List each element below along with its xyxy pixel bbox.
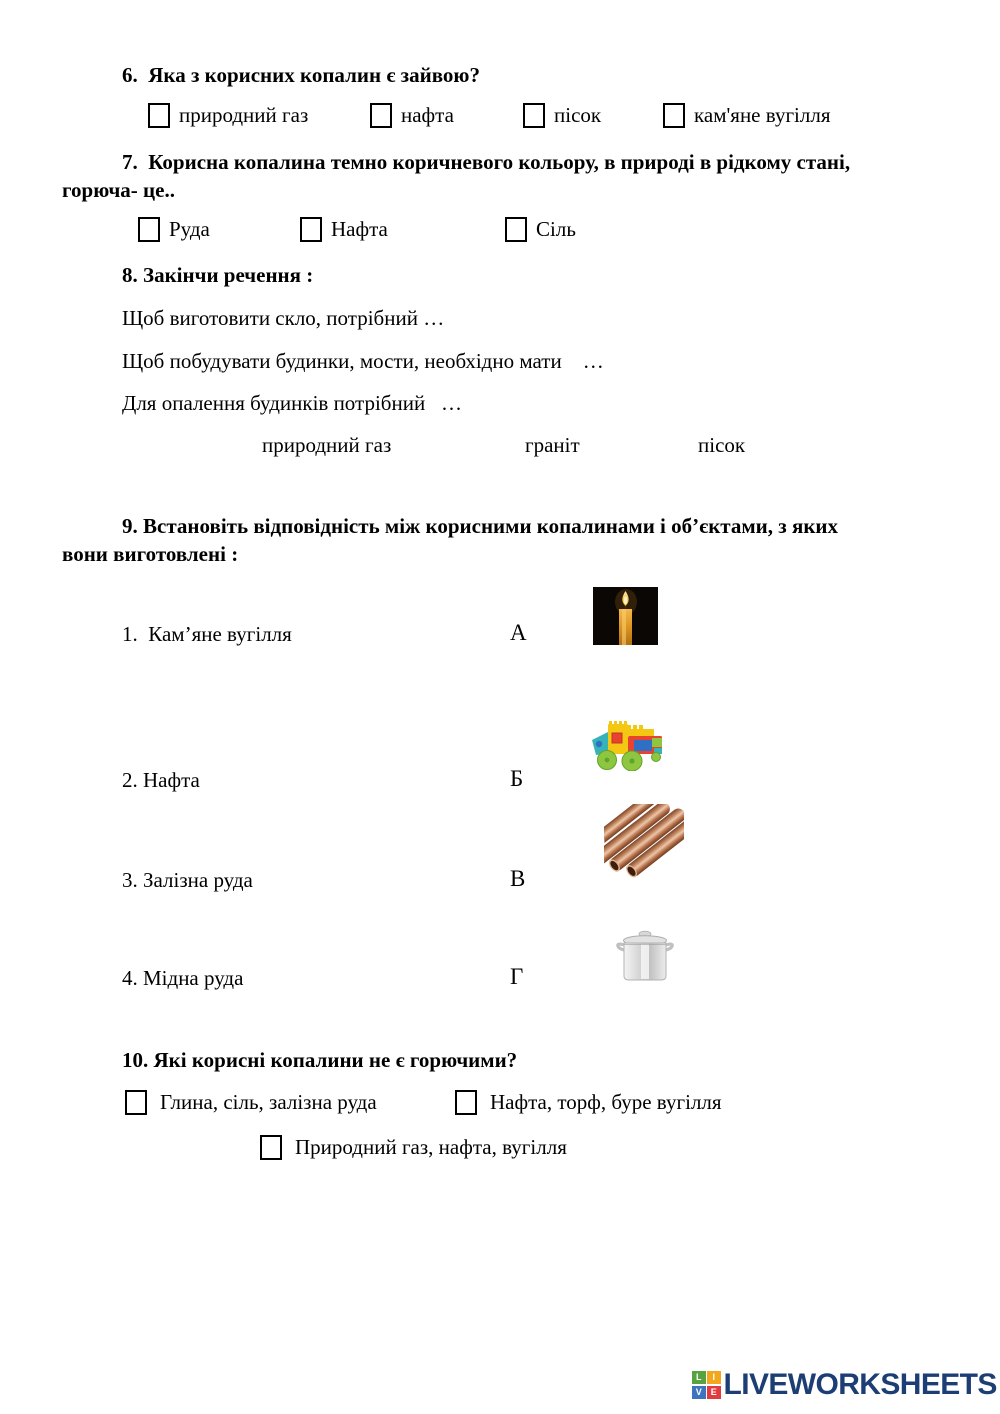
q6-checkbox-2[interactable] bbox=[370, 103, 392, 128]
q6-checkbox-3[interactable] bbox=[523, 103, 545, 128]
q9-item-label-1: 1. Кам’яне вугілля bbox=[122, 622, 292, 646]
candle-image bbox=[593, 587, 658, 645]
q10-option-3 bbox=[260, 1135, 567, 1160]
q10-checkbox-2[interactable] bbox=[455, 1090, 477, 1115]
q7-checkbox-1[interactable] bbox=[138, 217, 160, 242]
q7-option-label-3: Сіль bbox=[536, 217, 576, 241]
toy-truck-image bbox=[588, 718, 666, 771]
q8-sentence-3: Для опалення будинків потрібний … bbox=[122, 391, 462, 415]
q7-title-line2: горюча- це.. bbox=[62, 178, 175, 202]
q6-checkbox-4[interactable] bbox=[663, 103, 685, 128]
q9-letter-g: Г bbox=[510, 964, 524, 989]
q8-wordbank-item-3: пісок bbox=[698, 433, 746, 457]
q8-title: 8. Закінчи речення : bbox=[122, 263, 314, 287]
q10-checkbox-1[interactable] bbox=[125, 1090, 147, 1115]
q8-wordbank-item-1: природний газ bbox=[262, 433, 392, 457]
q10-option-label-1: Глина, сіль, залізна руда bbox=[160, 1090, 377, 1114]
cooking-pot-image bbox=[615, 928, 675, 985]
q10-checkbox-3[interactable] bbox=[260, 1135, 282, 1160]
q8-wordbank-item-2: граніт bbox=[525, 433, 580, 457]
logo-square-l: L bbox=[692, 1371, 706, 1385]
q10-option-label-2: Нафта, торф, буре вугілля bbox=[490, 1090, 722, 1114]
liveworksheets-logo-icon bbox=[692, 1371, 721, 1400]
q8-sentence-2: Щоб побудувати будинки, мости, необхідно мати … bbox=[122, 349, 604, 373]
q7-title-line1: 7. Корисна копалина темно коричневого кольору, в природі в рідкому стані, bbox=[122, 150, 851, 174]
copper-pipes-image bbox=[604, 804, 684, 886]
q7-option-3 bbox=[505, 217, 576, 242]
q7-option-2 bbox=[300, 217, 388, 242]
q9-letter-v: В bbox=[510, 866, 526, 891]
q6-option-4 bbox=[663, 103, 831, 128]
q10-option-label-3: Природний газ, нафта, вугілля bbox=[295, 1135, 567, 1159]
q6-option-1 bbox=[148, 103, 308, 128]
q6-option-label-1: природний газ bbox=[179, 103, 309, 127]
q7-option-label-1: Руда bbox=[169, 217, 210, 241]
q9-title-line1: 9. Встановіть відповідність між корисними копалинами і об’єктами, з яких bbox=[122, 514, 839, 538]
q9-item-label-4: 4. Мідна руда bbox=[122, 966, 244, 990]
q9-item-label-2: 2. Нафта bbox=[122, 768, 200, 792]
q9-letter-a: А bbox=[510, 620, 527, 645]
q6-checkbox-1[interactable] bbox=[148, 103, 170, 128]
logo-square-v: V bbox=[692, 1386, 706, 1400]
q8-sentence-1: Щоб виготовити скло, потрібний … bbox=[122, 306, 445, 330]
liveworksheets-footer bbox=[692, 1370, 997, 1400]
q9-item-label-3: 3. Залізна руда bbox=[122, 868, 253, 892]
q10-title: 10. Які корисні копалини не є горючими? bbox=[122, 1048, 518, 1072]
q7-checkbox-3[interactable] bbox=[505, 217, 527, 242]
q6-option-label-2: нафта bbox=[401, 103, 454, 127]
q6-option-2 bbox=[370, 103, 454, 128]
q10-option-1 bbox=[125, 1090, 377, 1115]
logo-square-e: E bbox=[707, 1386, 721, 1400]
q9-title-line2: вони виготовлені : bbox=[62, 542, 239, 566]
q9-letter-b: Б bbox=[510, 766, 524, 791]
q6-title: 6. Яка з корисних копалин є зайвою? bbox=[122, 63, 480, 87]
q6-option-3 bbox=[523, 103, 601, 128]
q6-option-label-4: кам'яне вугілля bbox=[694, 103, 831, 127]
q7-option-label-2: Нафта bbox=[331, 217, 388, 241]
q7-option-1 bbox=[138, 217, 210, 242]
q6-option-label-3: пісок bbox=[554, 103, 602, 127]
logo-square-i: I bbox=[707, 1371, 721, 1385]
q10-option-2 bbox=[455, 1090, 722, 1115]
q7-checkbox-2[interactable] bbox=[300, 217, 322, 242]
brand-name: LIVEWORKSHEETS bbox=[723, 1368, 997, 1401]
